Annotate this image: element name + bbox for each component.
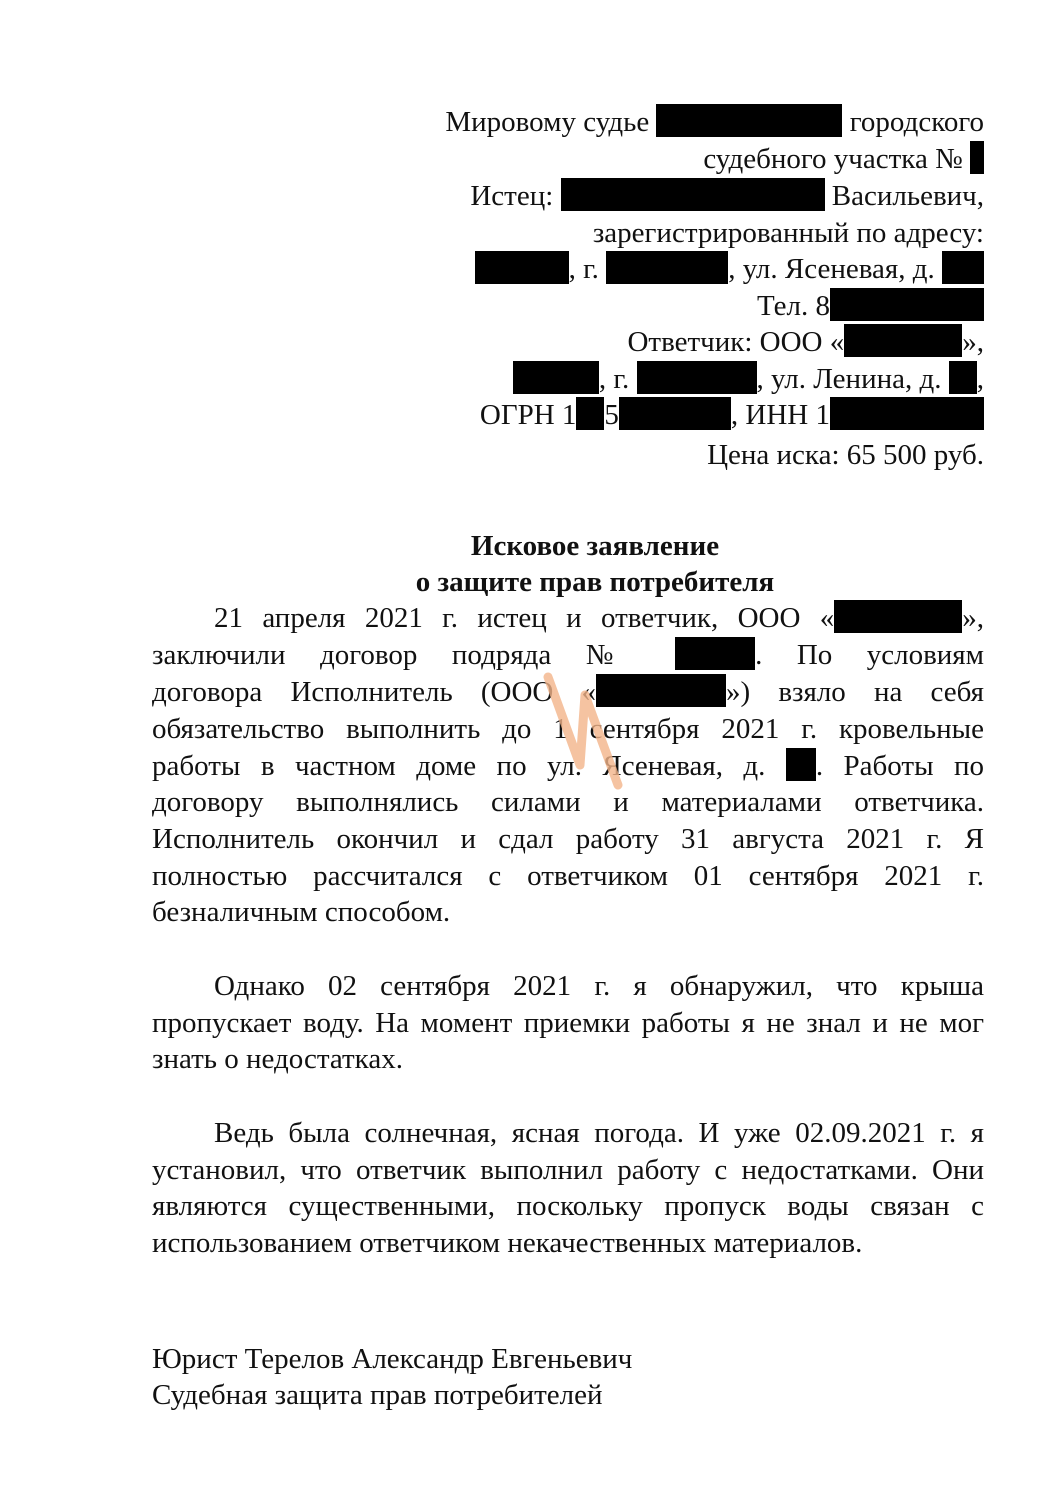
plaintiff-address-line [475,251,984,287]
text-span: ») взяло на себя [726,676,984,708]
redaction-block [606,251,728,284]
redaction-block [656,104,842,137]
redaction-block [949,361,977,394]
defendant-city-label: , г. [598,363,630,395]
text-span: договора Исполнитель (ООО « [152,676,596,708]
redaction-block [596,674,726,707]
text-span: работы в частном доме по ул. Ясеневая, д. [152,750,766,782]
paragraph-1-line-9: безналичным способом. [152,896,451,928]
ogrn-inn-line [480,397,984,433]
paragraph-3 [152,1115,984,1261]
document-subtitle: о защите прав потребителя [415,566,775,598]
redaction-block [675,637,755,670]
ogrn-mid: 5 [604,399,619,431]
paragraph-1-line-8: полностью рассчитался с ответчиком 01 сентября 2021 г. [152,860,984,892]
paragraph-2-text: Однако 02 сентября 2021 г. я обнаружил, что крыша пропускает воду. На момент приемки работы я не знал и не мог знать о недостатках. [152,970,984,1076]
redaction-block [844,324,962,357]
paragraph-1-line-5 [152,748,984,784]
signature-name: Юрист Терелов Александр Евгеньевич [152,1343,633,1375]
phone-line [757,288,984,324]
address-city-label: , г. [568,253,599,285]
text-span: . Работы по [815,750,984,782]
redaction-block [475,251,569,284]
text-span: . По условиям [755,639,984,671]
paragraph-1-line-6: договору выполнялись силами и материалами ответчика. [152,786,984,818]
claim-price: Цена иска: 65 500 руб. [707,439,984,471]
defendant-line [627,324,984,360]
redaction-block [970,141,984,174]
redaction-block [942,251,984,284]
judge-prefix: Мировому судье [445,106,650,138]
paragraph-1-line-7: Исполнитель окончил и сдал работу 31 августа 2021 г. Я [152,823,984,855]
paragraph-2 [152,968,984,1078]
defendant-label: Ответчик: ООО « [627,326,845,358]
redaction-block [637,361,757,394]
paragraph-1-line-3 [152,674,984,710]
text-span: заключили договор подряда № [152,639,641,671]
redaction-block [786,748,816,781]
redaction-block [561,178,825,211]
phone-label: Тел. 8 [757,290,830,322]
paragraph-1-line-2 [152,637,984,673]
signature-org: Судебная защита прав потребителей [152,1379,603,1411]
registered-line [593,215,984,251]
redaction-block [834,600,962,633]
redaction-block [619,397,731,430]
redaction-block [576,397,604,430]
paragraph-3-text: Ведь была солнечная, ясная погода. И уже 02.09.2021 г. я установил, что ответчик выполнил работу с недостатками. Они являются существенными, поскольку пропуск воды связан с использованием ответчиком некачественных материалов. [152,1117,984,1259]
document-title: Исковое заявление [470,530,720,562]
judge-suffix: городского [849,106,984,138]
ogrn-label: ОГРН 1 [479,399,577,431]
registered-text: зарегистрированный по адресу: [592,217,984,249]
defendant-street: , ул. Ленина, д. [756,363,942,395]
address-street: , ул. Ясеневая, д. [728,253,935,285]
paragraph-1-line-1 [214,600,984,636]
district-text: судебного участка № [703,143,963,175]
text-span: », [962,602,984,634]
redaction-block [830,397,984,430]
text-span: 21 апреля 2021 г. истец и ответчик, ООО « [214,602,835,634]
redaction-block [830,288,984,321]
defendant-comma: , [976,363,984,395]
plaintiff-label: Истец: [470,180,554,212]
judge-line [445,104,984,140]
inn-label: , ИНН 1 [730,399,830,431]
paragraph-1-line-4: обязательство выполнить до 1 сентября 2021 г. кровельные [152,713,984,745]
defendant-address-line [513,361,984,397]
plaintiff-patronymic: Васильевич, [831,180,984,212]
redaction-block [513,361,599,394]
plaintiff-line [470,178,984,214]
defendant-close: », [962,326,984,358]
claim-price-line [707,437,984,473]
district-line [703,141,984,177]
